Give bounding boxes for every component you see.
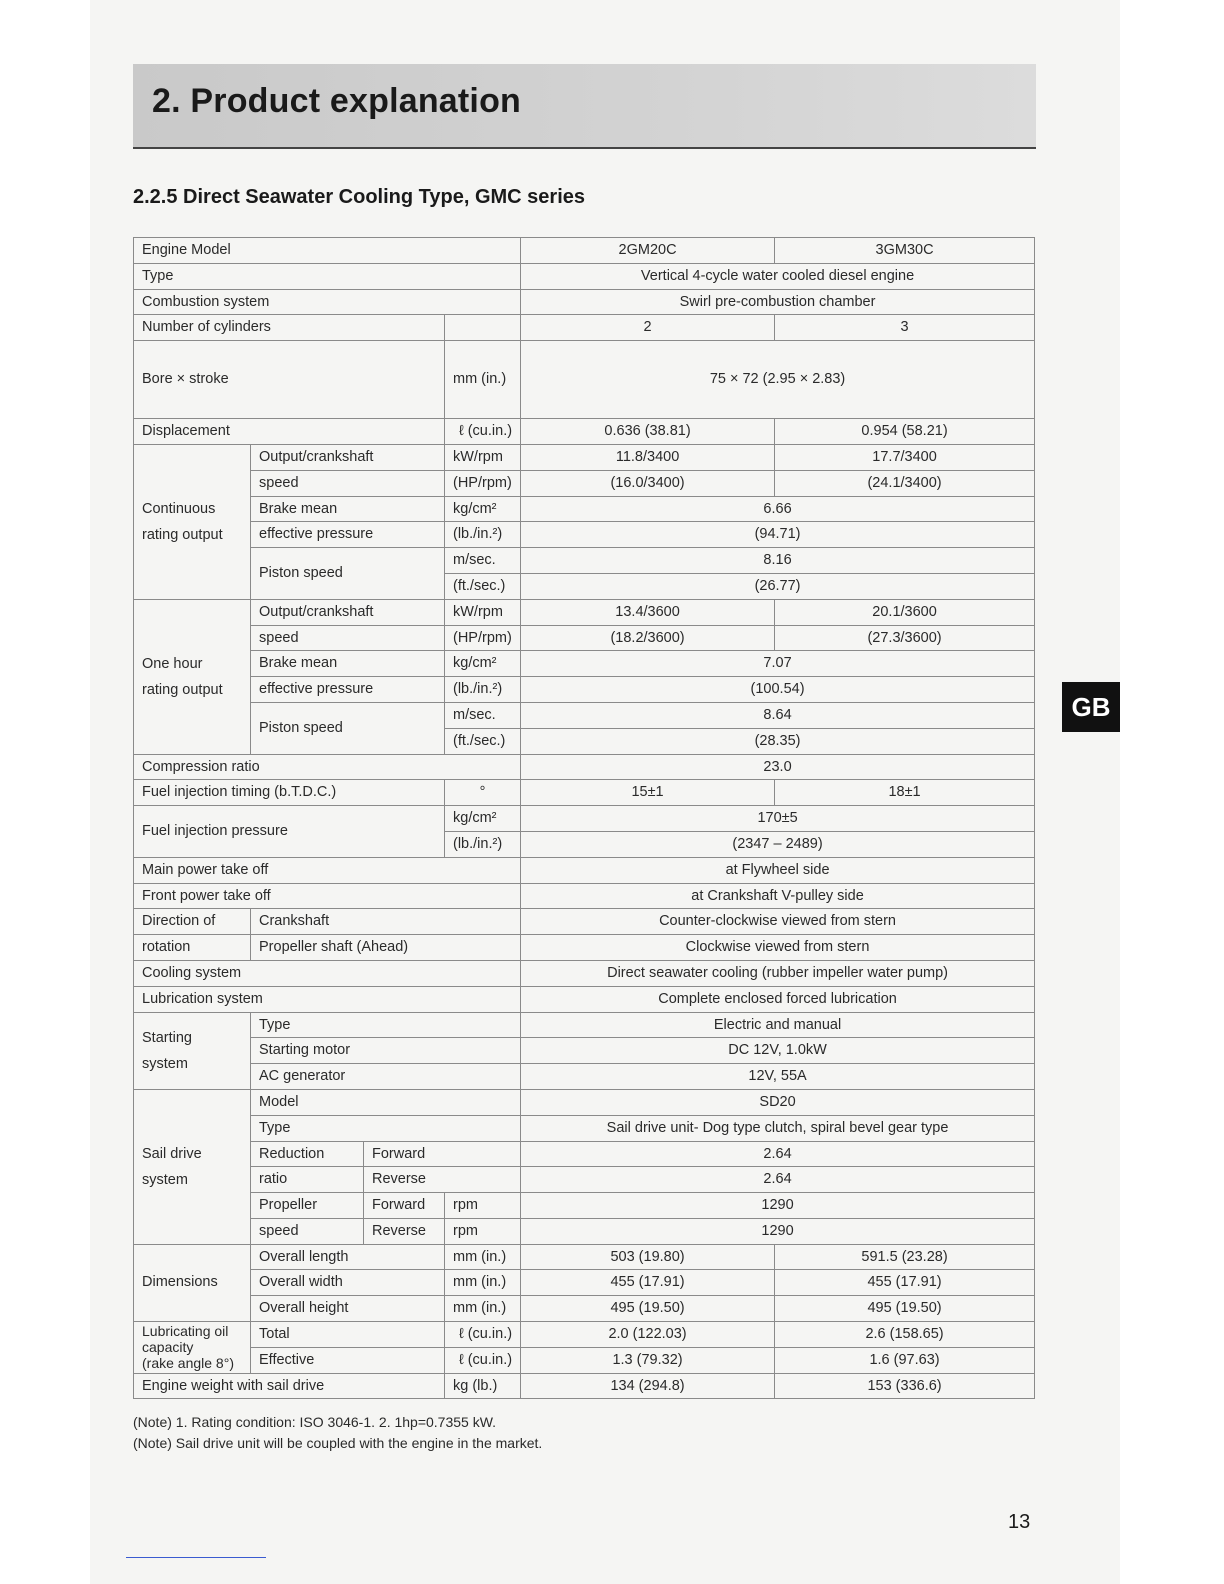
cell-value: (94.71) [521,522,1035,548]
cell-model-1: 503 (19.80) [521,1244,775,1270]
cell-unit: mm (in.) [445,1244,521,1270]
table-row [134,1064,1035,1090]
table-row [134,1038,1035,1064]
cell-label: AC generator [251,1064,521,1090]
cell-label: Cooling system [134,960,521,986]
group-label-line: system [142,1171,188,1188]
table-row [134,1115,1035,1141]
cell-model-1: 13.4/3600 [521,599,775,625]
footnote: (Note) 1. Rating condition: ISO 3046-1. 2. 1hp=0.7355 kW. [133,1414,497,1430]
footnotes [133,1412,542,1454]
cell-label: Piston speed [251,548,445,600]
cell-label: Output/crankshaft [251,599,445,625]
cell-label: Overall height [251,1296,445,1322]
cell-label: Reverse [364,1167,521,1193]
footnote: (Note) Sail drive unit will be coupled with the engine in the market. [133,1435,543,1451]
cell-label: Front power take off [134,883,521,909]
cell-label: Type [251,1012,521,1038]
cell-group-label [134,1012,251,1089]
cell-label: Crankshaft [251,909,521,935]
cell-label: Model [251,1089,521,1115]
cell-label: Overall length [251,1244,445,1270]
table-row [134,806,1035,832]
table-row [134,522,1035,548]
table-row [134,238,1035,264]
cell-value: 2.64 [521,1141,1035,1167]
cell-unit: (lb./in.²) [445,831,521,857]
table-row [134,780,1035,806]
cell-label: Forward [364,1141,521,1167]
cell-value: at Crankshaft V-pulley side [521,883,1035,909]
table-row [134,341,1035,419]
group-label-line: (rake angle 8°) [142,1355,234,1372]
cell-label: effective pressure [251,677,445,703]
cell-model-2: 17.7/3400 [775,444,1035,470]
cell-unit: rpm [445,1193,521,1219]
cell-unit: (lb./in.²) [445,677,521,703]
table-row [134,702,1035,728]
cell-value: 1290 [521,1218,1035,1244]
cell-value: Counter-clockwise viewed from stern [521,909,1035,935]
cell-model-1: (18.2/3600) [521,625,775,651]
cell-model-2: 455 (17.91) [775,1270,1035,1296]
cell-group-label: Direction of [134,909,251,935]
cell-value: 75 × 72 (2.95 × 2.83) [521,341,1035,419]
cell-label: Fuel injection timing (b.T.D.C.) [134,780,445,806]
cell-model-1: 2.0 (122.03) [521,1322,775,1348]
group-label-line: Continuous [142,500,216,517]
cell-value: Direct seawater cooling (rubber impeller water pump) [521,960,1035,986]
cell-group-label [134,1089,251,1244]
section-title: 2.2.5 Direct Seawater Cooling Type, GMC series [133,186,586,208]
cell-value: (100.54) [521,677,1035,703]
cell-model-2: 2.6 (158.65) [775,1322,1035,1348]
cell-label: effective pressure [251,522,445,548]
cell-label: Propeller shaft (Ahead) [251,935,521,961]
cell-label: Compression ratio [134,754,521,780]
cell-label: Engine weight with sail drive [134,1373,445,1399]
table-row [134,1218,1035,1244]
table-row [134,677,1035,703]
cell-model-2: 18±1 [775,780,1035,806]
cell-label: Propeller [251,1193,364,1219]
spec-table [133,237,1035,1399]
cell-label: Piston speed [251,702,445,754]
group-label-line: Lubricating oil [142,1323,229,1340]
cell-label: speed [251,470,445,496]
cell-unit: (ft./sec.) [445,573,521,599]
cell-value: Vertical 4-cycle water cooled diesel engine [521,263,1035,289]
cell-model-2: 0.954 (58.21) [775,419,1035,445]
cell-label: Lubrication system [134,986,521,1012]
cell-value: 8.16 [521,548,1035,574]
cell-value: 170±5 [521,806,1035,832]
cell-unit: ℓ (cu.in.) [445,419,521,445]
cell-unit: kW/rpm [445,444,521,470]
table-row [134,625,1035,651]
cell-value: Clockwise viewed from stern [521,935,1035,961]
cell-label: Forward [364,1193,445,1219]
cell-unit: m/sec. [445,702,521,728]
table-row [134,1270,1035,1296]
cell-unit: mm (in.) [445,1296,521,1322]
cell-group-label [134,444,251,599]
table-row [134,651,1035,677]
cell-model-2: 3GM30C [775,238,1035,264]
table-row [134,496,1035,522]
group-label-line: Starting [142,1029,192,1046]
cell-unit: kg (lb.) [445,1373,521,1399]
cell-value: 7.07 [521,651,1035,677]
cell-value: Complete enclosed forced lubrication [521,986,1035,1012]
cell-unit: (HP/rpm) [445,470,521,496]
table-row [134,1373,1035,1399]
cell-value: (28.35) [521,728,1035,754]
table-row [134,263,1035,289]
cell-label: Brake mean [251,496,445,522]
cell-label: speed [251,625,445,651]
cell-unit: kg/cm² [445,651,521,677]
cell-unit: kg/cm² [445,806,521,832]
cell-model-1: 455 (17.91) [521,1270,775,1296]
cell-value: (26.77) [521,573,1035,599]
table-row [134,1141,1035,1167]
cell-unit: kg/cm² [445,496,521,522]
table-row [134,315,1035,341]
table-row [134,1296,1035,1322]
cell-group-label [134,599,251,754]
cell-unit: ℓ (cu.in.) [445,1322,521,1348]
table-row [134,1322,1035,1348]
table-row [134,909,1035,935]
cell-group-label: Dimensions [134,1244,251,1321]
table-row [134,1193,1035,1219]
language-tab-gb: GB [1062,682,1120,732]
cell-label: Total [251,1322,445,1348]
cell-unit: mm (in.) [445,341,521,419]
cell-label: Output/crankshaft [251,444,445,470]
group-label-line: One hour [142,655,203,672]
group-label-line: rating output [142,526,223,543]
cell-value: 2.64 [521,1167,1035,1193]
table-row [134,754,1035,780]
cell-model-1: (16.0/3400) [521,470,775,496]
table-row [134,470,1035,496]
table-row [134,857,1035,883]
cell-model-2: 3 [775,315,1035,341]
cell-label: Fuel injection pressure [134,806,445,858]
cell-label: Reduction [251,1141,364,1167]
cell-value: Swirl pre-combustion chamber [521,289,1035,315]
link-underline [126,1557,266,1558]
cell-model-1: 495 (19.50) [521,1296,775,1322]
table-row [134,599,1035,625]
cell-model-1: 11.8/3400 [521,444,775,470]
group-label-line: Sail drive [142,1145,202,1162]
cell-label: Effective [251,1347,445,1373]
cell-label: Number of cylinders [134,315,445,341]
cell-value: 8.64 [521,702,1035,728]
table-row [134,1167,1035,1193]
table-row [134,986,1035,1012]
cell-value: SD20 [521,1089,1035,1115]
cell-value: Sail drive unit- Dog type clutch, spiral bevel gear type [521,1115,1035,1141]
cell-unit: ° [445,780,521,806]
cell-model-2: 1.6 (97.63) [775,1347,1035,1373]
page-number: 13 [1008,1511,1031,1533]
cell-label: ratio [251,1167,364,1193]
cell-label: Brake mean [251,651,445,677]
cell-unit: ℓ (cu.in.) [445,1347,521,1373]
cell-label: Overall width [251,1270,445,1296]
group-label-line: capacity [142,1339,194,1356]
cell-value: 6.66 [521,496,1035,522]
cell-value: 1290 [521,1193,1035,1219]
table-row [134,419,1035,445]
cell-model-2: (24.1/3400) [775,470,1035,496]
table-row [134,548,1035,574]
cell-value: DC 12V, 1.0kW [521,1038,1035,1064]
cell-unit: kW/rpm [445,599,521,625]
cell-model-2: 153 (336.6) [775,1373,1035,1399]
table-row [134,960,1035,986]
cell-value: 12V, 55A [521,1064,1035,1090]
cell-model-2: 495 (19.50) [775,1296,1035,1322]
cell-unit: (lb./in.²) [445,522,521,548]
cell-label: Starting motor [251,1038,521,1064]
table-row [134,1012,1035,1038]
cell-unit: rpm [445,1218,521,1244]
cell-model-1: 134 (294.8) [521,1373,775,1399]
cell-model-1: 1.3 (79.32) [521,1347,775,1373]
cell-model-1: 2GM20C [521,238,775,264]
cell-group-label: rotation [134,935,251,961]
table-row [134,935,1035,961]
cell-value: Electric and manual [521,1012,1035,1038]
cell-model-1: 2 [521,315,775,341]
cell-label: Reverse [364,1218,445,1244]
table-row [134,1089,1035,1115]
group-label-line: system [142,1055,188,1072]
table-row [134,289,1035,315]
cell-model-2: 591.5 (23.28) [775,1244,1035,1270]
page-title: 2. Product explanation [152,82,522,120]
cell-unit: mm (in.) [445,1270,521,1296]
table-row [134,1347,1035,1373]
cell-value: 23.0 [521,754,1035,780]
cell-label: Bore × stroke [134,341,445,419]
cell-unit [445,315,521,341]
table-row [134,444,1035,470]
cell-value: at Flywheel side [521,857,1035,883]
cell-label: Engine Model [134,238,521,264]
table-row [134,883,1035,909]
cell-label: Combustion system [134,289,521,315]
table-row [134,1244,1035,1270]
cell-label: Type [251,1115,521,1141]
cell-label: speed [251,1218,364,1244]
cell-group-label [134,1322,251,1374]
cell-unit: (HP/rpm) [445,625,521,651]
group-label-line: rating output [142,681,223,698]
cell-label: Main power take off [134,857,521,883]
cell-model-2: (27.3/3600) [775,625,1035,651]
cell-model-2: 20.1/3600 [775,599,1035,625]
cell-label: Displacement [134,419,445,445]
cell-unit: (ft./sec.) [445,728,521,754]
cell-model-1: 0.636 (38.81) [521,419,775,445]
cell-model-1: 15±1 [521,780,775,806]
cell-unit: m/sec. [445,548,521,574]
cell-value: (2347 – 2489) [521,831,1035,857]
cell-label: Type [134,263,521,289]
